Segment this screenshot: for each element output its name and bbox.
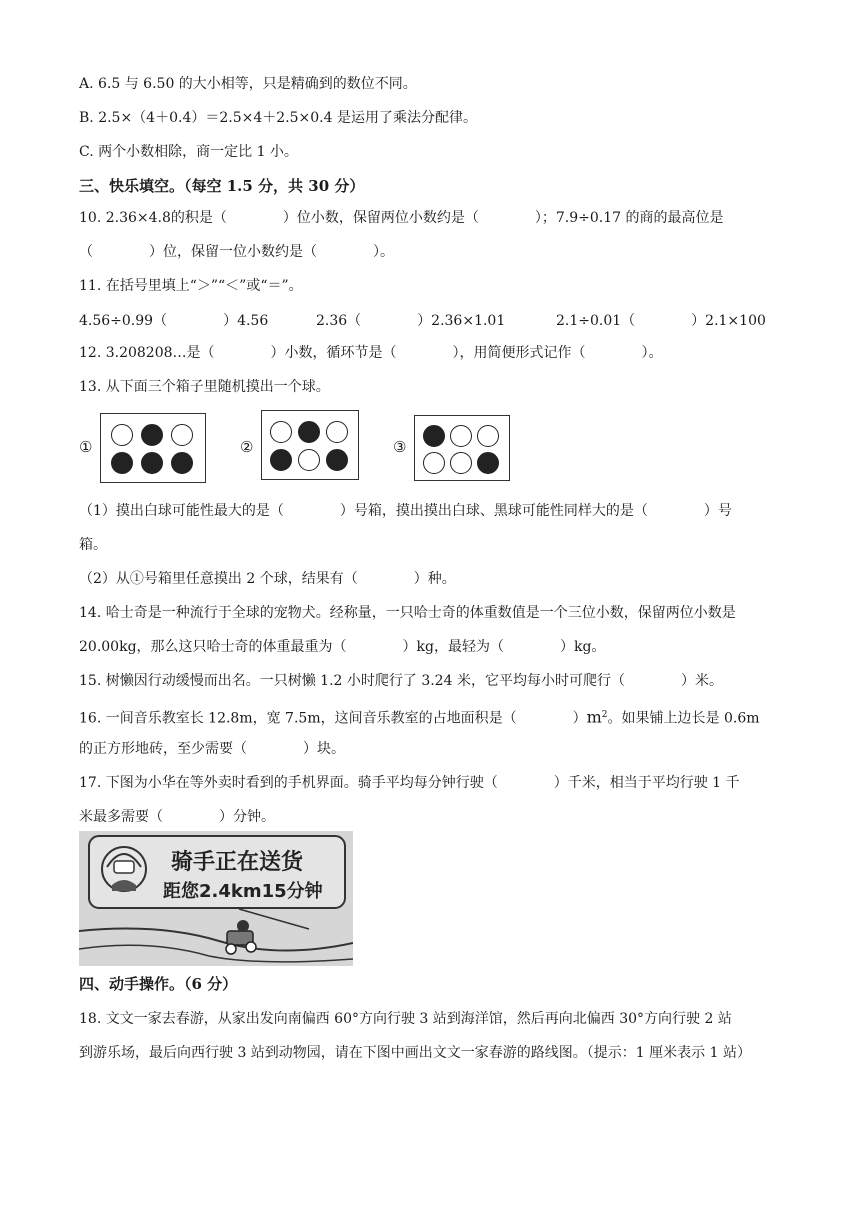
ball: [270, 421, 292, 443]
q16-unit: m: [586, 707, 602, 727]
section-3-title: 三、快乐填空。（每空 1.5 分，共 30 分）: [79, 177, 365, 195]
ball: [326, 421, 348, 443]
q16-line1: [79, 705, 784, 729]
box-3-label: ③: [393, 438, 407, 456]
q16-text-a: 16. 一间音乐教室长 12.8m，宽 7.5m，这间音乐教室的占地面积是（ ）: [79, 710, 587, 727]
option-c: C. 两个小数相除，商一定比 1 小。: [79, 144, 298, 160]
q10-line1: 10. 2.36×4.8的积是（ ）位小数，保留两位小数约是（ ）；7.9÷0.17 的商的最高位是: [79, 210, 724, 226]
phone-title: 骑手正在送货: [171, 850, 304, 875]
ball: [477, 452, 499, 474]
ball: [477, 425, 499, 447]
ball: [423, 425, 445, 447]
rider-icon: [102, 847, 146, 891]
ball: [270, 449, 292, 471]
ball: [171, 424, 193, 446]
q11-item-1: 4.56÷0.99（ ）4.56: [79, 313, 269, 329]
ball: [171, 452, 193, 474]
q13-sub1-line2: 箱。: [79, 537, 107, 553]
q13-sub1-line1: （1）摸出白球可能性最大的是（ ）号箱，摸出摸出白球、黑球可能性同样大的是（ ）号: [79, 503, 732, 519]
q11-item-3: 2.1÷0.01（ ）2.1×100: [556, 313, 766, 329]
ball: [298, 421, 320, 443]
phone-subtitle: 距您2.4km15分钟: [163, 881, 323, 902]
q17-line2: 米最多需要（ ）分钟。: [79, 809, 275, 825]
ball-box-3: [414, 415, 510, 481]
q10-line2: （ ）位，保留一位小数约是（ ）。: [79, 244, 394, 260]
ball: [326, 449, 348, 471]
q15-text: 15. 树懒因行动缓慢而出名。一只树懒 1.2 小时爬行了 3.24 米，它平均每小时可爬行（ ）米。: [79, 673, 723, 689]
ball: [298, 449, 320, 471]
ball: [141, 452, 163, 474]
q12-text: 12. 3.208208…是（ ）小数，循环节是（ ），用简便形式记作（ ）。: [79, 345, 663, 361]
q13-text: 13. 从下面三个箱子里随机摸出一个球。: [79, 379, 330, 395]
q14-line1: 14. 哈士奇是一种流行于全球的宠物犬。经称量，一只哈士奇的体重数值是一个三位小数，保留两位小数是: [79, 605, 736, 621]
delivery-phone-screenshot: [79, 831, 353, 966]
ball: [111, 452, 133, 474]
ball: [450, 452, 472, 474]
q16-unit-exponent: 2: [601, 710, 608, 720]
ball-box-1: [100, 413, 206, 483]
q14-line2: 20.00kg，那么这只哈士奇的体重最重为（ ）kg，最轻为（ ）kg。: [79, 639, 606, 655]
q18-line2: 到游乐场，最后向西行驶 3 站到动物园，请在下图中画出文文一家春游的路线图。（提示：1 厘米表示 1 站）: [79, 1045, 751, 1061]
q11-item-2: 2.36（ ）2.36×1.01: [316, 313, 506, 329]
option-b: B. 2.5×（4＋0.4）＝2.5×4＋2.5×0.4 是运用了乘法分配律。: [79, 110, 477, 126]
q17-line1: 17. 下图为小华在等外卖时看到的手机界面。骑手平均每分钟行驶（ ）千米，相当于平均行驶 1 千: [79, 775, 740, 791]
box-1-label: ①: [79, 438, 93, 456]
q13-sub2: （2）从①号箱里任意摸出 2 个球，结果有（ ）种。: [79, 571, 456, 587]
ball: [141, 424, 163, 446]
ball: [423, 452, 445, 474]
section-4-title: 四、动手操作。（6 分）: [79, 975, 238, 993]
q16-line2: 的正方形地砖，至少需要（ ）块。: [79, 741, 345, 757]
q18-line1: 18. 文文一家去春游，从家出发向南偏西 60°方向行驶 3 站到海洋馆，然后再向北偏西 30°方向行驶 2 站: [79, 1011, 732, 1027]
option-a: A. 6.5 与 6.50 的大小相等，只是精确到的数位不同。: [79, 76, 417, 92]
ball-box-2: [261, 410, 359, 480]
q16-text-b: 。如果铺上边长是 0.6m: [607, 710, 760, 727]
ball: [450, 425, 472, 447]
q11-text: 11. 在括号里填上“＞”“＜”或“＝”。: [79, 278, 303, 294]
ball: [111, 424, 133, 446]
box-2-label: ②: [240, 438, 254, 456]
